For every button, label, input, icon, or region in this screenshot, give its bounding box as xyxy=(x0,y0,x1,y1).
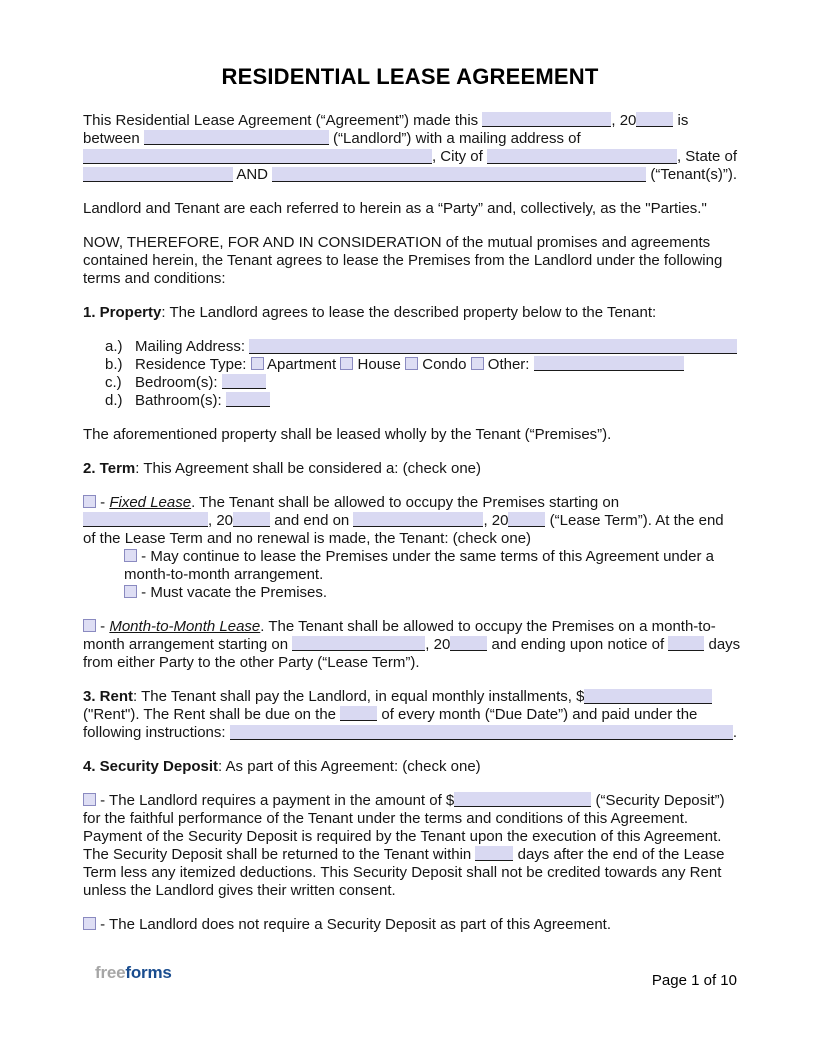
deposit-required-paragraph xyxy=(83,792,737,900)
security-deposit-heading-label: 4. Security Deposit xyxy=(83,758,219,775)
intro-paragraph xyxy=(83,112,737,184)
item-a-label: Mailing Address: xyxy=(135,338,250,355)
security-deposit-heading xyxy=(83,758,737,776)
intro-text: (“Tenant(s)”). xyxy=(646,166,737,183)
other-checkbox[interactable] xyxy=(471,357,484,370)
fixed-lease-checkbox[interactable] xyxy=(83,495,96,508)
term-heading-text: : This Agreement shall be considered a: (check one) xyxy=(135,460,481,477)
item-b-label: Residence Type: xyxy=(135,356,251,373)
deposit-line-4 xyxy=(83,846,737,864)
premises-text: The aforementioned property shall be leased wholly by the Tenant (“Premises”). xyxy=(83,426,612,443)
monthly-text: and ending upon notice of xyxy=(487,636,669,653)
premises-clause xyxy=(83,426,737,444)
fixed-end-date-field[interactable] xyxy=(353,512,483,527)
parties-clause xyxy=(83,200,737,218)
property-heading-label: 1. Property xyxy=(83,304,162,321)
property-item-a xyxy=(83,338,737,356)
fixed-lease-text: , 20 xyxy=(483,512,509,529)
agreement-year-field[interactable] xyxy=(636,112,673,127)
continue-option-text: month-to-month arrangement. xyxy=(124,566,324,583)
month-to-month-paragraph xyxy=(83,618,741,672)
fixed-lease-name: Fixed Lease xyxy=(109,494,192,511)
monthly-text: from either Party to the other Party (“Lease Term”). xyxy=(83,654,420,671)
security-deposit-required-checkbox[interactable] xyxy=(83,793,96,806)
term-heading xyxy=(83,460,737,478)
rent-text: . xyxy=(732,724,737,741)
continue-month-to-month-checkbox[interactable] xyxy=(124,549,137,562)
item-d-marker: d.) xyxy=(105,392,123,409)
deposit-line-1 xyxy=(83,792,737,810)
property-mailing-address-field[interactable] xyxy=(249,339,737,354)
monthly-text: days xyxy=(704,636,741,653)
notice-days-field[interactable] xyxy=(668,636,704,651)
state-field[interactable] xyxy=(83,167,233,182)
item-b-marker: b.) xyxy=(105,356,123,373)
rent-text: ("Rent"). The Rent shall be due on the xyxy=(83,706,341,723)
rent-heading-label: 3. Rent xyxy=(83,688,134,705)
intro-text: (“Landlord”) with a mailing address of xyxy=(328,130,581,147)
fixed-lease-text: (“Lease Term”). At the end xyxy=(545,512,724,529)
deposit-text: Term less any itemized deductions. This Security Deposit shall not be credited towards any Rent xyxy=(83,864,722,881)
deposit-text: unless the Landlord gives their written consent. xyxy=(83,882,396,899)
property-heading xyxy=(83,304,737,322)
must-vacate-checkbox[interactable] xyxy=(124,585,137,598)
deposit-text: for the faithful performance of the Tenant under the terms and conditions of this Agreement. xyxy=(83,810,689,827)
no-deposit-text: - The Landlord does not require a Security Deposit as part of this Agreement. xyxy=(96,916,612,933)
month-to-month-name: Month-to-Month Lease xyxy=(109,618,261,635)
other-residence-type-field[interactable] xyxy=(534,356,684,371)
apartment-checkbox[interactable] xyxy=(251,357,264,370)
fixed-end-year-field[interactable] xyxy=(508,512,545,527)
deposit-line-6 xyxy=(83,882,737,900)
deposit-text: The Security Deposit shall be returned to the Tenant within xyxy=(83,846,476,863)
deposit-line-5 xyxy=(83,864,737,882)
fixed-start-year-field[interactable] xyxy=(233,512,270,527)
rent-line-2 xyxy=(83,706,737,724)
continue-option-text: - May continue to lease the Premises under the same terms of this Agreement under a xyxy=(137,548,714,565)
deposit-text: - The Landlord requires a payment in the amount of $ xyxy=(96,792,455,809)
consideration-text: terms and conditions: xyxy=(83,270,226,287)
city-field[interactable] xyxy=(487,149,677,164)
monthly-text: month arrangement starting on xyxy=(83,636,293,653)
document-body xyxy=(83,0,741,934)
brand-logo-forms: forms xyxy=(125,963,172,982)
consideration-paragraph xyxy=(83,234,737,288)
monthly-dash: - xyxy=(96,618,110,635)
intro-text: AND xyxy=(233,166,273,183)
deposit-return-days-field[interactable] xyxy=(475,846,513,861)
fixed-option-continue-line-1 xyxy=(124,548,737,566)
landlord-street-address-field[interactable] xyxy=(83,149,432,164)
fixed-lease-line-1 xyxy=(83,494,737,512)
rent-paragraph xyxy=(83,688,737,742)
house-checkbox[interactable] xyxy=(340,357,353,370)
intro-line-1 xyxy=(83,112,737,130)
security-deposit-heading-text: : As part of this Agreement: (check one) xyxy=(218,758,481,775)
page-indicator: Page 1 of 10 xyxy=(651,972,737,989)
intro-line-4 xyxy=(83,166,737,184)
property-item-c xyxy=(83,374,737,392)
intro-text: between xyxy=(83,130,144,147)
fixed-lease-text: and end on xyxy=(270,512,354,529)
rent-line-3 xyxy=(83,724,737,742)
monthly-text: , 20 xyxy=(425,636,451,653)
condo-option-label: Condo xyxy=(418,356,471,373)
month-to-month-checkbox[interactable] xyxy=(83,619,96,632)
intro-text: is xyxy=(673,112,689,129)
item-d-label: Bathroom(s): xyxy=(135,392,226,409)
rent-due-day-field[interactable] xyxy=(340,706,377,721)
parties-text: Landlord and Tenant are each referred to herein as a “Party” and, collectively, as the "Parties." xyxy=(83,200,707,217)
brand-logo xyxy=(95,963,172,983)
item-a-marker: a.) xyxy=(105,338,123,355)
fixed-option-continue-line-2 xyxy=(124,566,737,584)
intro-text: , City of xyxy=(431,148,487,165)
deposit-text: (“Security Deposit”) xyxy=(591,792,725,809)
bedrooms-field[interactable] xyxy=(222,374,266,389)
landlord-name-field[interactable] xyxy=(144,130,329,145)
fixed-lease-line-2 xyxy=(83,512,737,530)
monthly-line-1 xyxy=(83,618,737,636)
security-deposit-amount-field[interactable] xyxy=(454,792,591,807)
fixed-lease-line-3 xyxy=(83,530,737,548)
rent-text: following instructions: xyxy=(83,724,230,741)
no-security-deposit-checkbox[interactable] xyxy=(83,917,96,930)
apartment-option-label: Apartment xyxy=(263,356,341,373)
deposit-line-2 xyxy=(83,810,737,828)
rent-text: of every month (“Due Date”) and paid under the xyxy=(377,706,698,723)
tenant-names-field[interactable] xyxy=(272,167,646,182)
house-option-label: House xyxy=(353,356,406,373)
intro-text: This Residential Lease Agreement (“Agreement”) made this xyxy=(83,112,483,129)
deposit-text: Payment of the Security Deposit is required by the Tenant upon the execution of this Agreement. xyxy=(83,828,722,845)
monthly-line-3 xyxy=(83,654,737,672)
rent-text: : The Tenant shall pay the Landlord, in equal monthly installments, $ xyxy=(133,688,585,705)
condo-checkbox[interactable] xyxy=(405,357,418,370)
property-item-b xyxy=(83,356,737,374)
monthly-start-year-field[interactable] xyxy=(450,636,487,651)
vacate-option-text: - Must vacate the Premises. xyxy=(137,584,328,601)
deposit-text: days after the end of the Lease xyxy=(513,846,725,863)
deposit-line-3 xyxy=(83,828,737,846)
other-option-label: Other: xyxy=(483,356,534,373)
monthly-start-date-field[interactable] xyxy=(292,636,425,651)
fixed-option-vacate xyxy=(124,584,737,602)
agreement-date-field[interactable] xyxy=(482,112,611,127)
fixed-lease-text: , 20 xyxy=(208,512,234,529)
monthly-line-2 xyxy=(83,636,741,654)
item-c-marker: c.) xyxy=(105,374,122,391)
intro-text: , 20 xyxy=(611,112,637,129)
term-heading-label: 2. Term xyxy=(83,460,136,477)
fixed-lease-dash: - xyxy=(96,494,110,511)
monthly-text: . The Tenant shall be allowed to occupy the Premises on a month-to- xyxy=(260,618,716,635)
fixed-lease-paragraph xyxy=(83,494,737,602)
intro-text: , State of xyxy=(676,148,737,165)
intro-line-3 xyxy=(83,148,737,166)
consideration-text: contained herein, the Tenant agrees to lease the Premises from the Landlord under the following xyxy=(83,252,723,269)
item-c-label: Bedroom(s): xyxy=(135,374,222,391)
payment-instructions-field[interactable] xyxy=(230,725,733,740)
rent-line-1 xyxy=(83,688,737,706)
intro-line-2 xyxy=(83,130,737,148)
rent-amount-field[interactable] xyxy=(584,689,712,704)
fixed-lease-text: of the Lease Term and no renewal is made, the Tenant: (check one) xyxy=(83,530,532,547)
property-heading-text: : The Landlord agrees to lease the described property below to the Tenant: xyxy=(161,304,657,321)
fixed-start-date-field[interactable] xyxy=(83,512,208,527)
no-deposit-paragraph xyxy=(83,916,737,934)
bathrooms-field[interactable] xyxy=(226,392,270,407)
property-item-d xyxy=(83,392,737,410)
fixed-lease-text: . The Tenant shall be allowed to occupy the Premises starting on xyxy=(191,494,620,511)
consideration-text: NOW, THEREFORE, FOR AND IN CONSIDERATION of the mutual promises and agreements xyxy=(83,234,711,251)
property-list xyxy=(83,338,737,410)
brand-logo-free: free xyxy=(95,963,126,982)
document-title: RESIDENTIAL LEASE AGREEMENT xyxy=(221,64,599,89)
